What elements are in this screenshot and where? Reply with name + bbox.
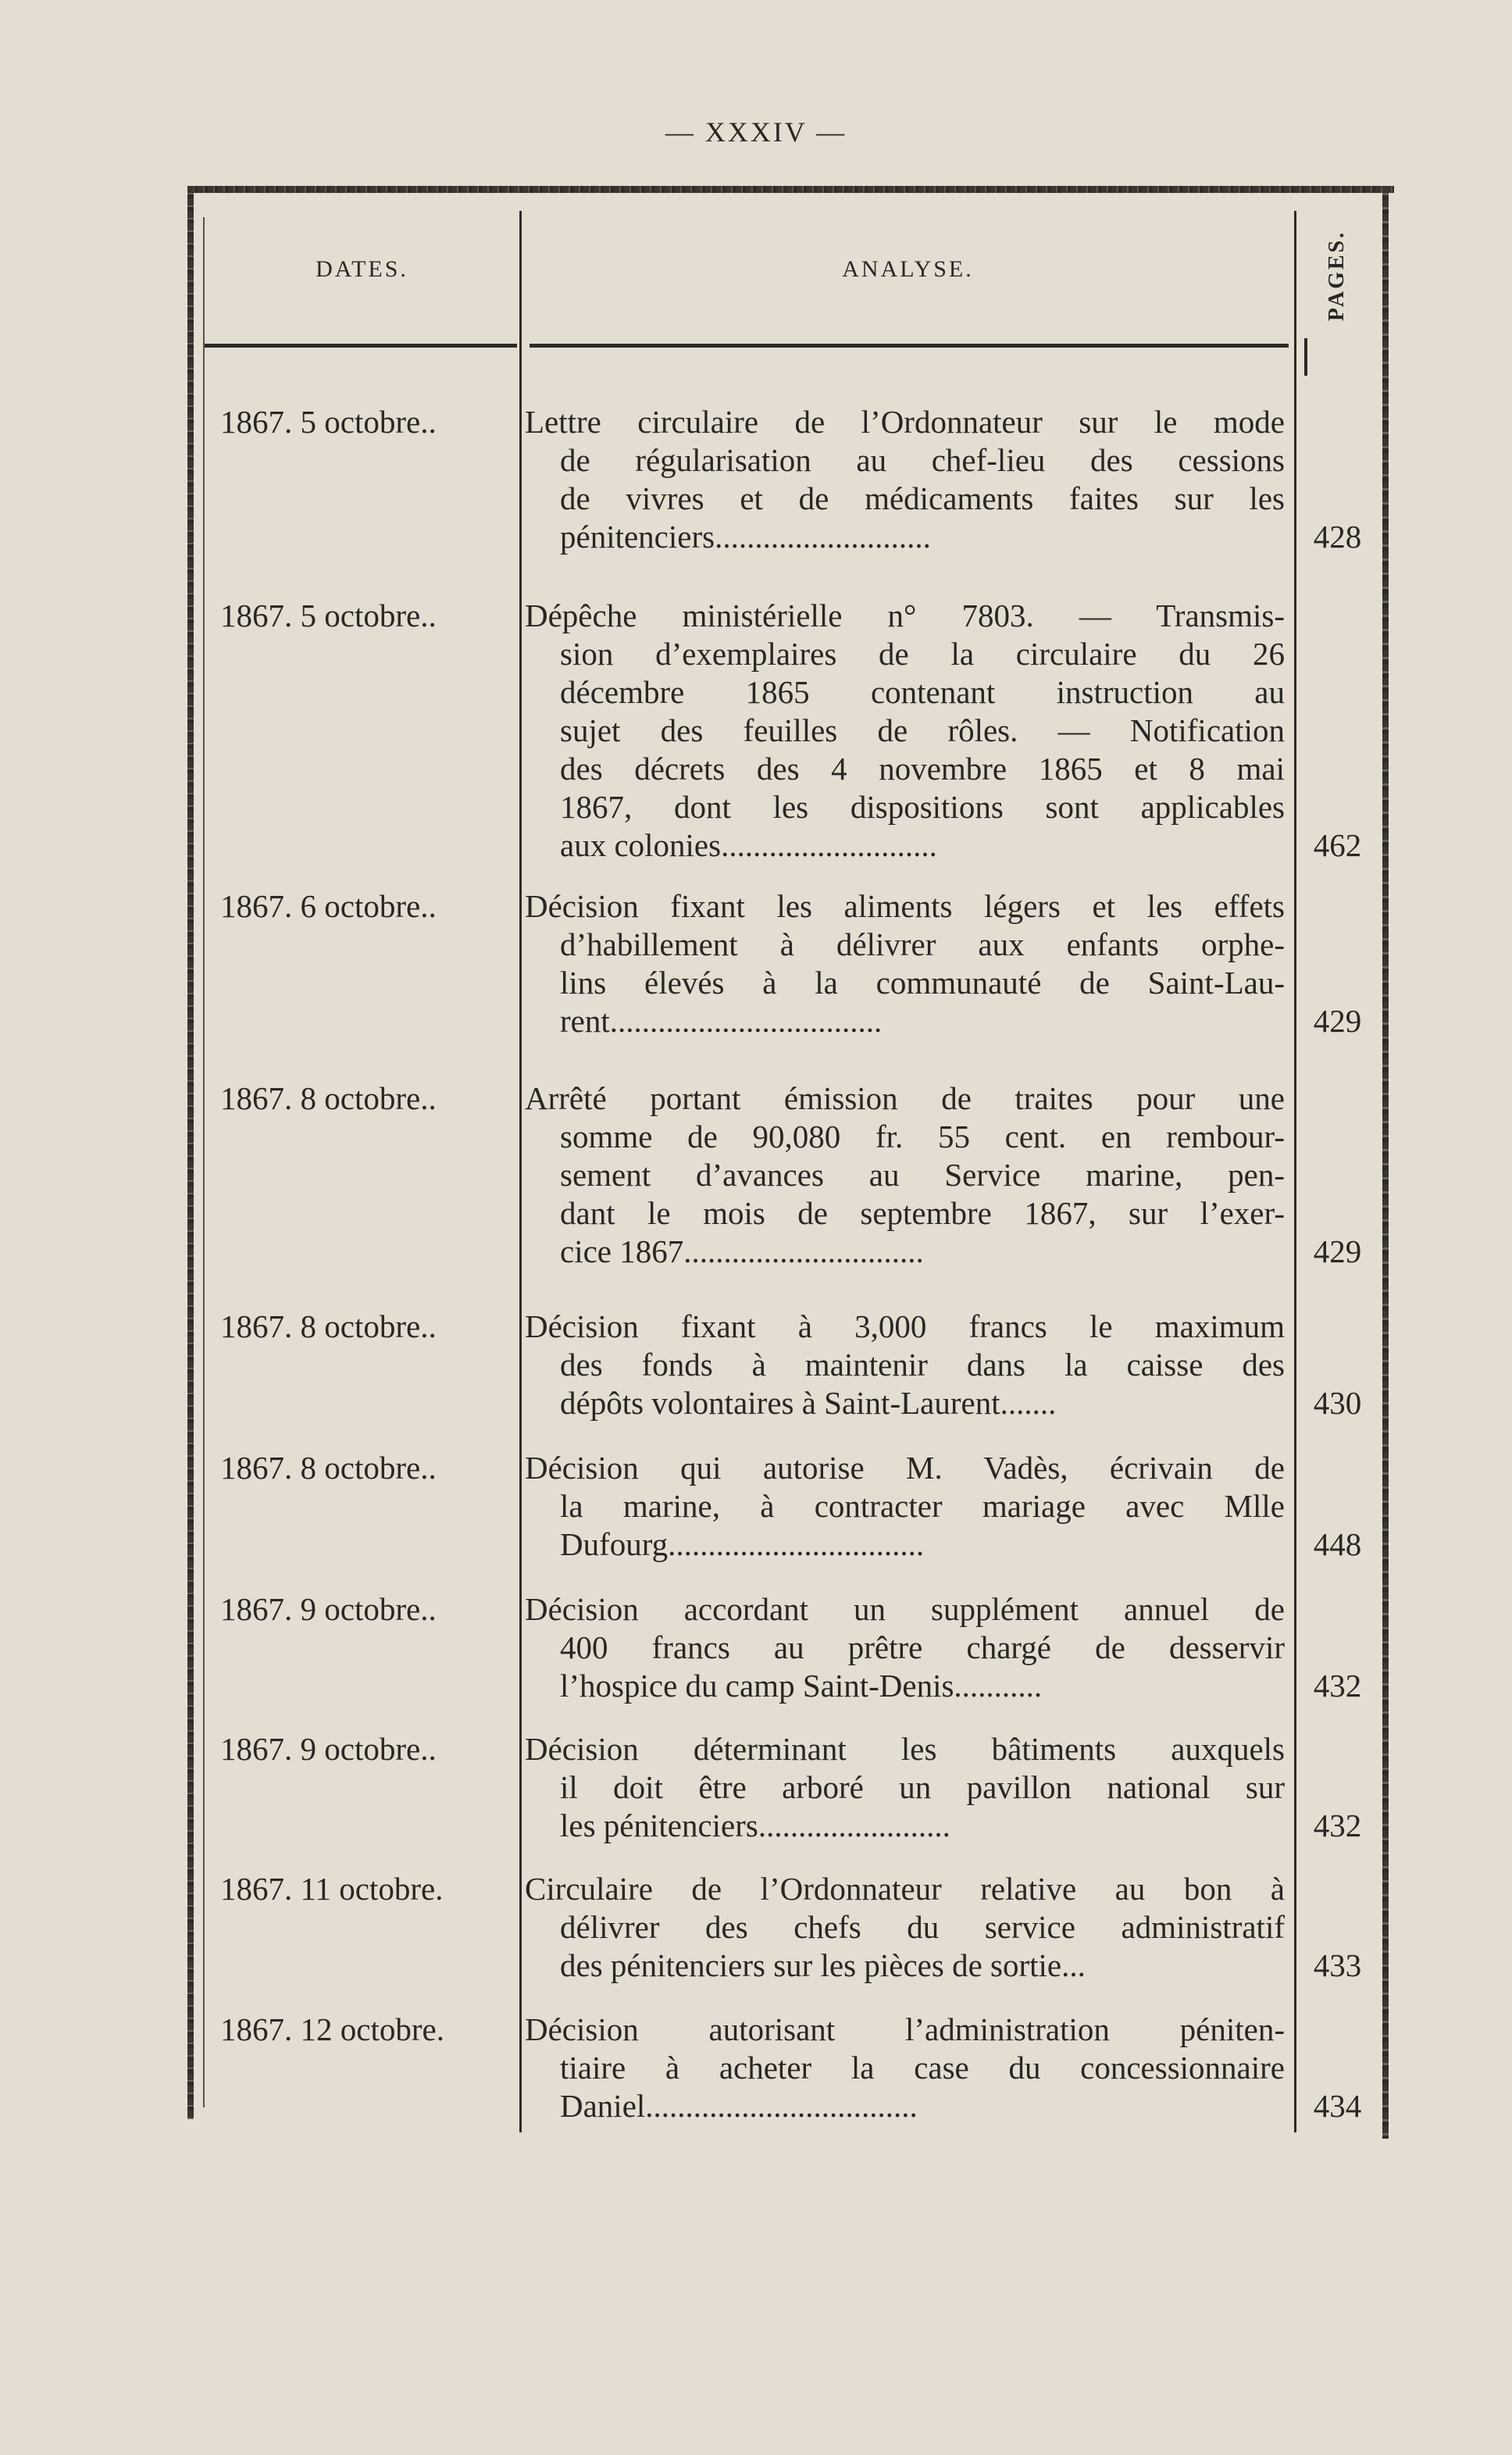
entry-date: 1867. 11 octobre. [220,1871,444,1907]
header-rule-dates [205,344,517,348]
column-divider-dates [519,211,522,2132]
analysis-line: pénitenciers........................... [560,519,931,555]
entry-date: 1867. 12 octobre. [220,2011,444,2047]
analysis-line: il doit être arboré un pavillon national sur [560,1769,1285,1805]
analysis-line: Décision accordant un supplément annuel de [525,1591,1285,1627]
analysis-line: d’habillement à délivrer aux enfants orphe- [560,926,1285,962]
analysis-line: Daniel.................................. [560,2088,918,2124]
analysis-line: Décision qui autorise M. Vadès, écrivain de [525,1450,1285,1486]
analysis-line: sion d’exemplaires de la circulaire du 26 [560,636,1285,672]
entry-analysis [525,1730,1285,1845]
analysis-line: sujet des feuilles de rôles. — Notification [560,712,1285,748]
right-border-rule [1382,186,1389,2139]
entry-page-number: 428 [1313,519,1362,555]
analysis-line: 400 francs au prêtre chargé de desservir [560,1629,1285,1665]
analysis-line: Décision fixant les aliments légers et les effets [525,888,1285,924]
entry-date: 1867. 8 octobre.. [220,1308,437,1344]
analysis-line: Circulaire de l’Ordonnateur relative au bon à [525,1871,1285,1907]
entry-analysis [525,887,1285,1040]
entry-page-number: 433 [1313,1947,1362,1983]
left-border-rule [187,186,194,2119]
entry-date: 1867. 5 octobre.. [220,598,437,633]
analysis-line: tiaire à acheter la case du concessionnaire [560,2050,1285,2086]
analysis-line: Décision autorisant l’administration péniten- [525,2011,1285,2047]
analysis-line: les pénitenciers........................ [560,1807,950,1843]
analysis-line: de vivres et de médicaments faites sur les [560,480,1285,516]
analysis-line: décembre 1865 contenant instruction au [560,674,1285,710]
column-header-pages-cell [1296,209,1378,342]
analysis-line: l’hospice du camp Saint-Denis........... [560,1668,1043,1704]
header-rule-analyse [530,344,1289,348]
entry-analysis [525,1449,1285,1564]
inner-left-rule [203,217,205,2107]
entry-page-number: 429 [1313,1233,1362,1269]
analysis-line: sement d’avances au Service marine, pen- [560,1157,1285,1193]
entry-date: 1867. 8 octobre.. [220,1080,437,1116]
entry-date: 1867. 8 octobre.. [220,1450,437,1486]
analysis-line: Dufourg................................ [560,1526,925,1562]
analysis-line: Dépêche ministérielle n° 7803. — Transmis- [525,598,1285,633]
entry-page-number: 462 [1313,827,1362,863]
page-header: — XXXIV — [665,116,847,148]
analysis-line: la marine, à contracter mariage avec Mlle [560,1488,1285,1524]
column-header-dates: DATES. [316,256,408,282]
analysis-line: rent.................................. [560,1003,883,1039]
analysis-line: Décision fixant à 3,000 francs le maximum [525,1308,1285,1344]
entry-analysis [525,1308,1285,1422]
analysis-line: des pénitenciers sur les pièces de sortie... [560,1947,1086,1983]
analysis-line: Arrêté portant émission de traites pour une [525,1080,1285,1116]
analysis-line: de régularisation au chef-lieu des cessions [560,442,1285,478]
entry-date: 1867. 5 octobre.. [220,404,437,440]
entry-analysis [525,2011,1285,2125]
entry-page-number: 432 [1313,1807,1362,1843]
analysis-line: lins élevés à la communauté de Saint-Lau- [560,965,1285,1001]
analysis-line: dant le mois de septembre 1867, sur l’exer- [560,1195,1285,1231]
analysis-line: Lettre circulaire de l’Ordonnateur sur le mode [525,404,1285,440]
analysis-line: des fonds à maintenir dans la caisse des [560,1347,1285,1383]
entry-page-number: 432 [1313,1668,1362,1704]
entry-date: 1867. 9 octobre.. [220,1591,437,1627]
analysis-line: Décision déterminant les bâtiments auxquels [525,1731,1285,1767]
column-header-pages: PAGES. [1325,230,1349,322]
entry-page-number: 430 [1313,1385,1362,1421]
analysis-line: 1867, dont les dispositions sont applicables [560,789,1285,825]
pages-header-bar [1304,338,1307,376]
column-header-analyse: ANALYSE. [842,256,974,282]
analysis-line: délivrer des chefs du service administratif [560,1909,1285,1945]
entry-analysis [525,1079,1285,1271]
entry-page-number: 448 [1313,1526,1362,1562]
entry-analysis [525,1590,1285,1705]
top-double-rule [187,186,1394,193]
entry-page-number: 429 [1313,1003,1362,1039]
table-frame [187,186,1394,2139]
analysis-line: somme de 90,080 fr. 55 cent. en rembour- [560,1119,1285,1154]
entry-analysis [525,1870,1285,1985]
entry-page-number: 434 [1313,2088,1362,2124]
analysis-line: dépôts volontaires à Saint-Laurent....... [560,1385,1057,1421]
entry-analysis [525,403,1285,556]
analysis-line: cice 1867.............................. [560,1233,924,1269]
analysis-line: des décrets des 4 novembre 1865 et 8 mai [560,751,1285,787]
analysis-line: aux colonies........................... [560,827,937,863]
entry-analysis [525,597,1285,865]
entry-date: 1867. 6 octobre.. [220,888,437,924]
entry-date: 1867. 9 octobre.. [220,1731,437,1767]
